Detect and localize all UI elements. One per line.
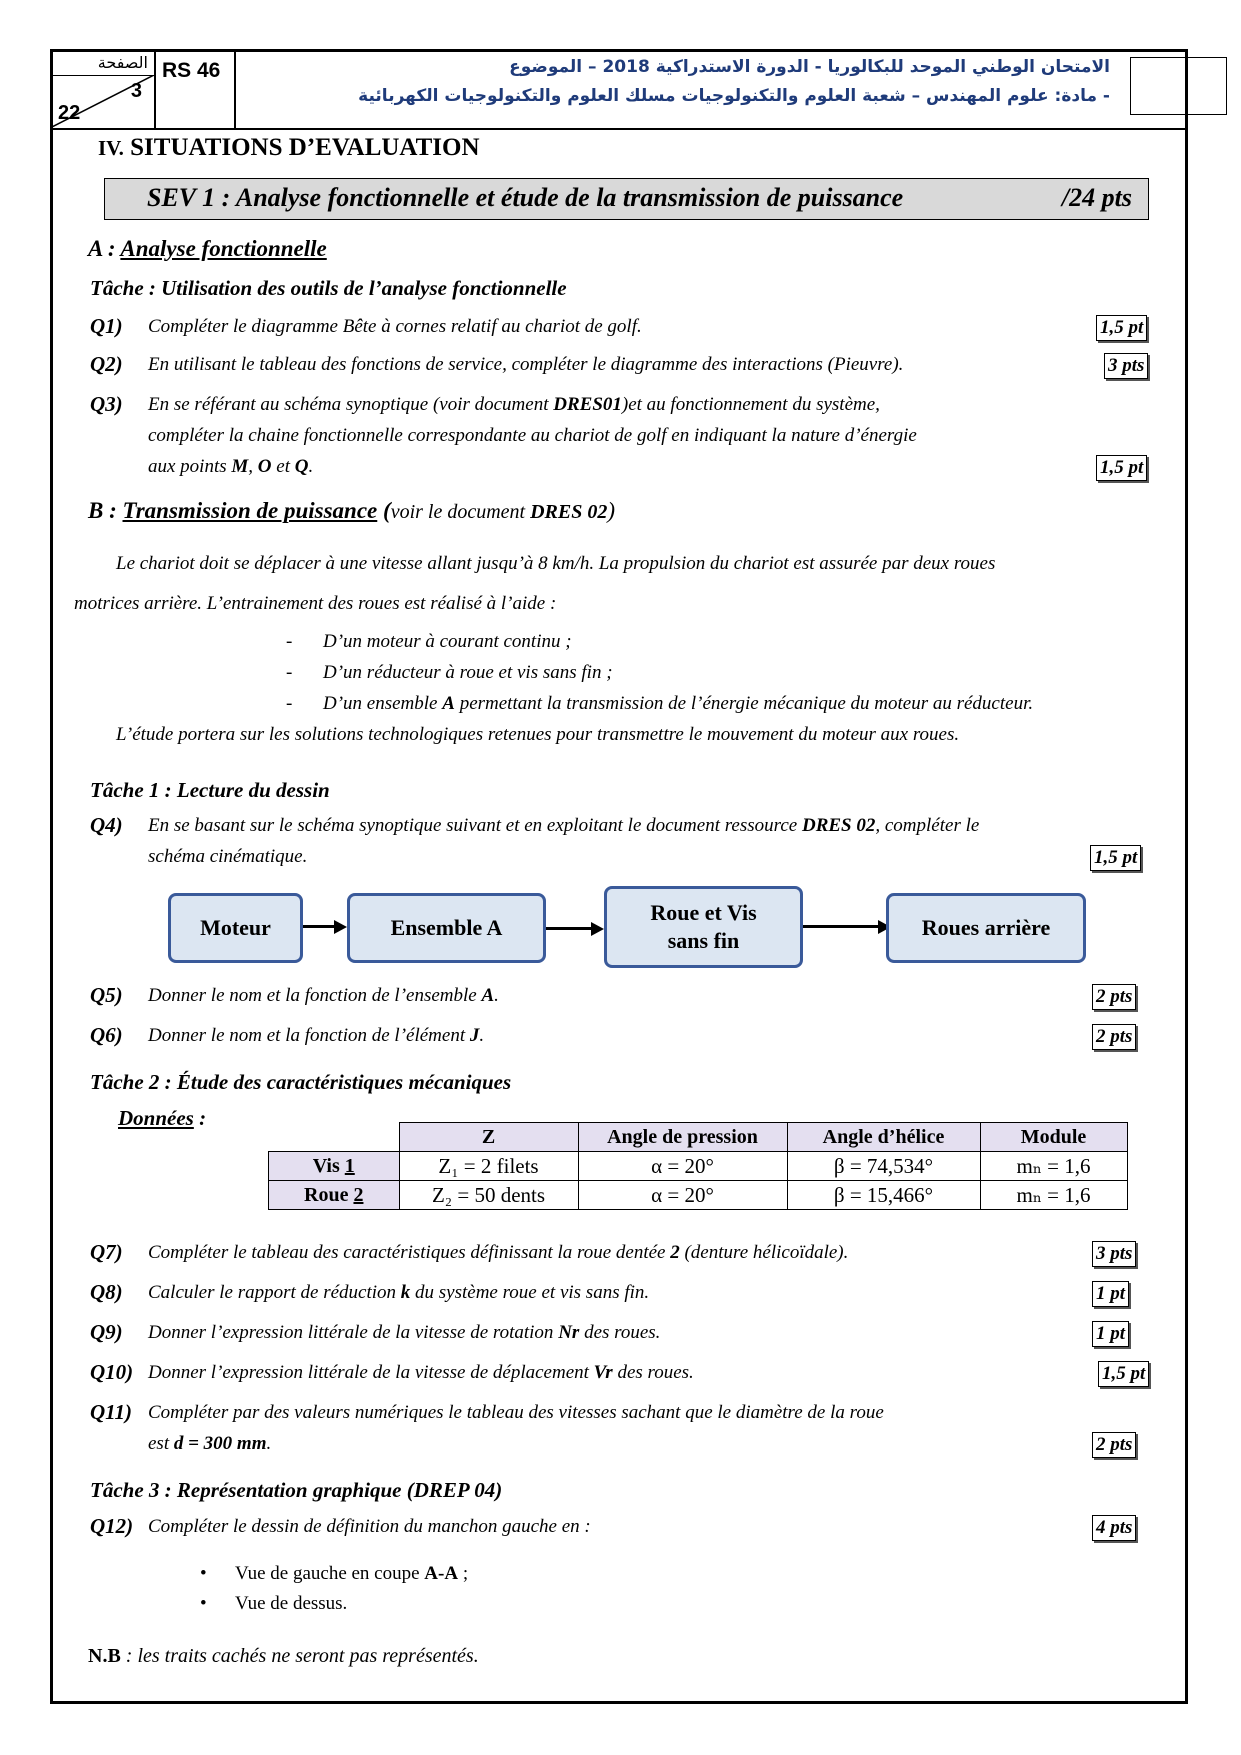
part-b-doc: DRES 02: [530, 501, 608, 523]
q4-line2: schéma cinématique.: [148, 846, 308, 867]
q3-sep2: et: [271, 456, 295, 477]
bullet-dash-2: -: [286, 662, 293, 683]
block-ensemble-a: Ensemble A: [347, 893, 546, 963]
q5-text-main: Donner le nom et la fonction de l’ensemble: [148, 985, 482, 1006]
q10-points: 1,5 pt: [1098, 1361, 1149, 1387]
q8-bold: k: [400, 1282, 411, 1303]
q3-text-a: En se référant au schéma synoptique (voir document: [148, 394, 554, 415]
row-label-vis-text: Vis: [312, 1154, 345, 1177]
q9-end: des roues.: [579, 1322, 661, 1343]
table-corner: [269, 1123, 400, 1152]
q8-end: du système roue et vis sans fin.: [410, 1282, 650, 1303]
table-header-pression: Angle de pression: [578, 1123, 787, 1152]
part-b-item-3-c: permettant la transmission de l’énergie mécanique du moteur au réducteur.: [454, 693, 1034, 714]
q2-text: En utilisant le tableau des fonctions de service, compléter le diagramme des interactions (Pieuvre).: [148, 354, 904, 375]
task2-title: Tâche 2 : Étude des caractéristiques mécaniques: [90, 1070, 512, 1094]
q11-line1: Compléter par des valeurs numériques le tableau des vitesses sachant que le diamètre de la roue: [148, 1402, 884, 1423]
q9-number: Q9): [90, 1320, 123, 1344]
q8-text: [148, 1282, 649, 1304]
bullet-1-text-a: Vue de gauche en coupe: [235, 1563, 425, 1584]
bullet-dash-3: -: [286, 693, 293, 714]
characteristics-table: [268, 1122, 1128, 1210]
q3-line3: [148, 456, 313, 478]
sev-points: /24 pts: [1061, 183, 1132, 212]
stamp-box: [1130, 57, 1227, 115]
bullet-1-text-c: ;: [458, 1563, 469, 1584]
bullet-2-text: Vue de dessus.: [235, 1593, 348, 1614]
part-b-title: Transmission de puissance: [122, 498, 378, 523]
section-title: [98, 134, 480, 162]
q11-line2: [148, 1433, 271, 1455]
table-row: [269, 1152, 1128, 1181]
q8-number: Q8): [90, 1280, 123, 1304]
q6-points: 2 pts: [1092, 1024, 1136, 1050]
bullet-dash-1: -: [286, 631, 293, 652]
exam-header: [50, 49, 1188, 130]
arrow-3-line: [803, 925, 883, 928]
q7-bold: 2: [670, 1242, 680, 1263]
q8-text-main: Calculer le rapport de réduction: [148, 1282, 401, 1303]
q7-number: Q7): [90, 1240, 123, 1264]
part-b-item-3: [323, 693, 1033, 715]
part-a-heading: [88, 236, 327, 262]
q12-text: Compléter le dessin de définition du manchon gauche en :: [148, 1516, 591, 1537]
table-header-row: [269, 1123, 1128, 1152]
q12-number: Q12): [90, 1514, 134, 1538]
q11-bold: d = 300 mm: [173, 1433, 267, 1454]
bullet-1-text-b: A-A: [424, 1563, 459, 1584]
q4-points: 1,5 pt: [1090, 845, 1141, 871]
page-number: 3: [130, 80, 142, 102]
cell-vis-module: mₙ = 1,6: [980, 1152, 1127, 1181]
q5-bold: A: [481, 985, 495, 1006]
q4-line1: [148, 815, 979, 837]
task1-title: Tâche 1 : Lecture du dessin: [90, 778, 330, 802]
row-label-vis: [269, 1152, 400, 1181]
q5-points: 2 pts: [1092, 984, 1136, 1010]
q3-point-o: O: [257, 456, 272, 477]
q10-text: [148, 1362, 694, 1384]
q3-line3-a: aux points: [148, 456, 232, 477]
cell-vis-z: Z₁ = 2 filets: [399, 1152, 578, 1181]
q8-points: 1 pt: [1092, 1281, 1129, 1307]
section-roman: IV.: [98, 136, 124, 160]
part-a-title: Analyse fonctionnelle: [120, 236, 327, 261]
cell-vis-alpha: α = 20°: [578, 1152, 787, 1181]
table-header-z: Z: [399, 1123, 578, 1152]
q4-doc: DRES 02: [801, 815, 876, 836]
q9-text: [148, 1322, 660, 1344]
q3-number: Q3): [90, 392, 123, 416]
subject-code-cell: [156, 49, 236, 128]
table-header-helice: Angle d’hélice: [787, 1123, 980, 1152]
part-b-intro-line1: Le chariot doit se déplacer à une vitesse allant jusqu’à 8 km/h. La propulsion du chariot est assurée par deux roues: [116, 553, 996, 574]
block-roue-vis: Roue et Vis sans fin: [604, 886, 803, 968]
q5-end: .: [494, 985, 499, 1006]
q4-text-a: En se basant sur le schéma synoptique suivant et en exploitant le document ressource: [148, 815, 802, 836]
nb-label: N.B: [88, 1645, 121, 1667]
q11-end: .: [266, 1433, 272, 1454]
q11-line2-a: est: [148, 1433, 174, 1454]
task3-title: Tâche 3 : Représentation graphique (DREP 04): [90, 1478, 503, 1502]
q1-number: Q1): [90, 314, 123, 338]
q6-end: .: [479, 1025, 485, 1046]
cell-roue-z: Z₂ = 50 dents: [399, 1181, 578, 1210]
block-roues-arriere: Roues arrière: [886, 893, 1086, 963]
q4-number: Q4): [90, 813, 123, 837]
q3-point-m: M: [231, 456, 249, 477]
sev-banner: [104, 178, 1149, 220]
arrow-1-head: [334, 920, 347, 934]
row-label-roue-num: 2: [353, 1183, 364, 1206]
q6-text: [148, 1025, 484, 1047]
q3-text-b: )et au fonctionnement du système,: [621, 394, 880, 415]
page-number-cell: [50, 49, 156, 128]
page-label: الصفحة: [97, 53, 148, 72]
q3-line2: compléter la chaine fonctionnelle correspondante au chariot de golf en indiquant la nature d’énergie: [148, 425, 917, 446]
part-b-prefix: B :: [88, 498, 123, 523]
q6-bold: J: [469, 1025, 480, 1046]
q10-bold: Vr: [593, 1362, 613, 1383]
subject-code: RS 46: [162, 59, 221, 82]
arabic-header: [250, 53, 1110, 111]
cell-roue-beta: β = 15,466°: [787, 1181, 980, 1210]
page-total: 22: [58, 102, 81, 124]
row-label-roue: [269, 1181, 400, 1210]
q6-text-main: Donner le nom et la fonction de l’élément: [148, 1025, 470, 1046]
bullet-1-text: [235, 1563, 468, 1585]
section-title-text: SITUATIONS D’EVALUATION: [130, 134, 480, 161]
q1-points: 1,5 pt: [1096, 315, 1147, 341]
block-moteur: Moteur: [168, 893, 303, 963]
part-b-paren-close: ): [607, 498, 616, 523]
q12-points: 4 pts: [1092, 1515, 1136, 1541]
q4-text-b: , compléter le: [875, 815, 980, 836]
q2-points: 3 pts: [1104, 353, 1148, 379]
q1-text: Compléter le diagramme Bête à cornes relatif au chariot de golf.: [148, 316, 642, 337]
q3-points: 1,5 pt: [1096, 455, 1147, 481]
row-label-roue-text: Roue: [304, 1183, 354, 1206]
bullet-1-marker: •: [200, 1563, 207, 1584]
part-b-voir: voir le document: [390, 501, 531, 523]
part-b-item-3-a: D’un ensemble: [323, 693, 443, 714]
cell-vis-beta: β = 74,534°: [787, 1152, 980, 1181]
q10-text-main: Donner l’expression littérale de la vitesse de déplacement: [148, 1362, 594, 1383]
q3-point-q: Q: [294, 456, 309, 477]
part-b-item-1: D’un moteur à courant continu ;: [323, 631, 572, 652]
q11-points: 2 pts: [1092, 1432, 1136, 1458]
part-a-prefix: A :: [88, 236, 121, 261]
q3-sep1: ,: [248, 456, 258, 477]
cell-roue-alpha: α = 20°: [578, 1181, 787, 1210]
q6-number: Q6): [90, 1023, 123, 1047]
q5-number: Q5): [90, 983, 123, 1007]
arabic-header-line1: الامتحان الوطني الموحد للبكالوريا - الدورة الاستدراكية 2018 – الموضوع: [509, 57, 1110, 77]
nb-text: : les traits cachés ne seront pas représentés.: [120, 1645, 479, 1667]
bullet-2-marker: •: [200, 1593, 207, 1614]
q7-end: (denture hélicoïdale).: [679, 1242, 849, 1263]
part-b-item-2: D’un réducteur à roue et vis sans fin ;: [323, 662, 613, 683]
q7-text: [148, 1242, 848, 1264]
q3-doc: DRES01: [553, 394, 622, 415]
q11-number: Q11): [90, 1400, 132, 1424]
donnees-label: Données: [118, 1106, 194, 1130]
q2-number: Q2): [90, 352, 123, 376]
q5-text: [148, 985, 499, 1007]
donnees-colon: :: [193, 1106, 207, 1130]
nota-bene: [88, 1645, 479, 1668]
part-a-task: Tâche : Utilisation des outils de l’analyse fonctionnelle: [90, 276, 567, 300]
q3-line1: [148, 394, 880, 416]
part-b-paren-open: (: [377, 498, 391, 523]
table-header-module: Module: [980, 1123, 1127, 1152]
part-b-intro-line2: motrices arrière. L’entrainement des roues est réalisé à l’aide :: [74, 593, 557, 614]
table-row: [269, 1181, 1128, 1210]
part-b-heading: [88, 498, 615, 524]
q9-text-main: Donner l’expression littérale de la vitesse de rotation: [148, 1322, 559, 1343]
arabic-header-line2: - مادة: علوم المهندس – شعبة العلوم والتكنولوجيات مسلك العلوم والتكنولوجيات الكهربائية: [358, 86, 1110, 106]
part-b-conclusion: L’étude portera sur les solutions technologiques retenues pour transmettre le mouvement du moteur aux roues.: [116, 724, 960, 745]
part-b-item-3-b: A: [442, 693, 455, 714]
q10-end: des roues.: [612, 1362, 694, 1383]
q10-number: Q10): [90, 1360, 134, 1384]
donnees-heading: [118, 1106, 206, 1131]
arrow-2-line: [546, 927, 596, 930]
row-label-vis-num: 1: [344, 1154, 355, 1177]
arrow-2-head: [591, 922, 604, 936]
q3-end: .: [308, 456, 314, 477]
q9-bold: Nr: [558, 1322, 580, 1343]
q7-text-main: Compléter le tableau des caractéristiques définissant la roue dentée: [148, 1242, 671, 1263]
q9-points: 1 pt: [1092, 1321, 1129, 1347]
sev-title: SEV 1 : Analyse fonctionnelle et étude de la transmission de puissance: [147, 183, 904, 212]
q7-points: 3 pts: [1092, 1241, 1136, 1267]
cell-roue-module: mₙ = 1,6: [980, 1181, 1127, 1210]
